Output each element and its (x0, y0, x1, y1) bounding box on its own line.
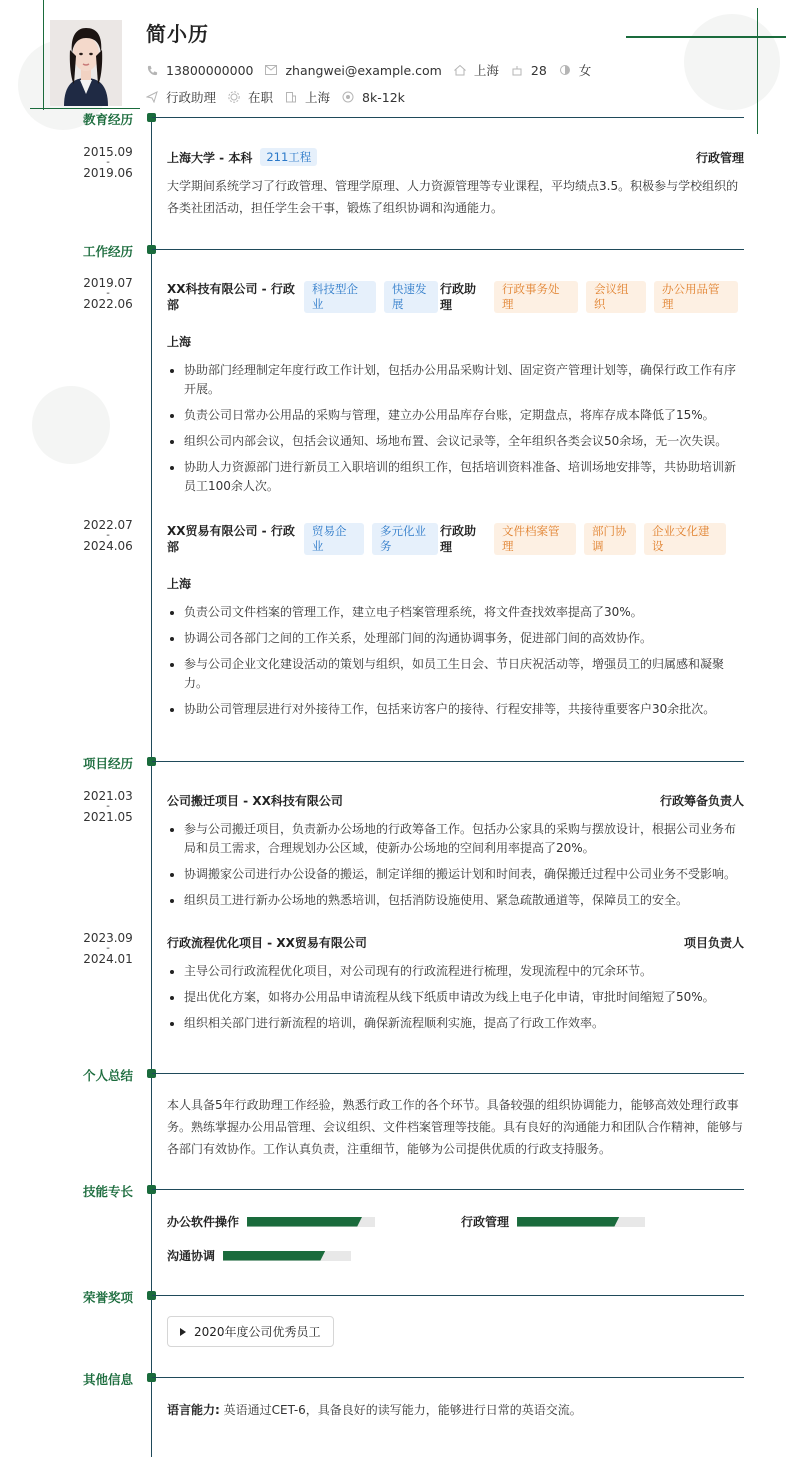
job1-header (167, 281, 744, 313)
age-text: 28 (530, 62, 547, 78)
proj1-start: 2021.03 (83, 789, 133, 803)
proj1-date (70, 789, 146, 825)
skill-name: 沟通协调 (167, 1249, 216, 1263)
skill-item (167, 1247, 351, 1264)
phone-icon (146, 64, 158, 76)
phone-item (146, 63, 253, 78)
email-text: zhangwei@example.com (285, 62, 442, 78)
other-label: 语言能力: (167, 1403, 220, 1417)
timeline-line (151, 118, 152, 1457)
cake-icon (511, 64, 523, 76)
age-item (511, 63, 547, 78)
job2-header (167, 523, 744, 555)
gender-text: 女 (578, 63, 592, 78)
status-icon (228, 91, 240, 103)
skill-item (167, 1213, 375, 1230)
edu-start: 2015.09 (83, 145, 133, 159)
proj2-start: 2023.09 (83, 931, 133, 945)
list-item: 组织公司内部会议，包括会议通知、场地布置、会议记录等，全年组织各类会议50余场，无一次失误。 (167, 432, 744, 451)
skill-item (461, 1213, 645, 1230)
play-icon (180, 1328, 186, 1336)
proj2-bullets (167, 962, 744, 1040)
job1-skill-tag: 行政事务处理 (494, 281, 578, 313)
proj2-header (167, 934, 744, 951)
date-dash: - (106, 530, 110, 541)
job2-tag: 多元化业务 (372, 523, 438, 555)
award-item (167, 1316, 334, 1347)
other-info (167, 1401, 582, 1418)
proj1-title: 公司搬迁项目 - XX科技有限公司 (167, 794, 343, 808)
list-item: 组织相关部门进行新流程的培训，确保新流程顺利实施，提高了行政工作效率。 (167, 1014, 744, 1033)
job1-tag: 快速发展 (384, 281, 438, 313)
work-city-text: 上海 (305, 90, 331, 105)
job2-position: 行政助理 (440, 524, 477, 554)
phone-text: 13800000000 (166, 62, 254, 78)
list-item: 主导公司行政流程优化项目，对公司现有的行政流程进行梳理，发现流程中的冗余环节。 (167, 962, 744, 981)
list-item: 协助公司管理层进行对外接待工作，包括来访客户的接待、行程安排等，共接待重要客户30余批次。 (167, 700, 744, 719)
deco-line (43, 0, 44, 110)
section-divider (152, 1377, 744, 1378)
job2-date (70, 518, 146, 554)
job1-city: 上海 (167, 335, 192, 349)
job1-position: 行政助理 (440, 282, 477, 312)
section-title-work: 工作经历 (83, 244, 134, 259)
proj2-role: 项目负责人 (683, 936, 744, 950)
position-item (146, 88, 216, 106)
edu-major: 行政管理 (695, 150, 744, 165)
edu-school: 上海大学 - 本科 (167, 150, 253, 165)
job2-end: 2024.06 (83, 539, 133, 553)
proj2-date (70, 931, 146, 967)
send-icon (146, 91, 158, 103)
job2-skill-tag: 部门协调 (584, 523, 636, 555)
job1-skill-tag: 会议组织 (586, 281, 646, 313)
list-item: 负责公司日常办公用品的采购与管理，建立办公用品库存台账，定期盘点，将库存成本降低了15%。 (167, 406, 744, 425)
deco-circle (32, 386, 110, 464)
gender-icon (559, 64, 571, 76)
section-divider (152, 1295, 744, 1296)
proj1-header (167, 792, 744, 809)
section-divider (152, 1189, 744, 1190)
candidate-name: 简小历 (146, 22, 209, 46)
skill-bar (247, 1217, 375, 1227)
edu-header (167, 148, 744, 166)
proj1-end: 2021.05 (83, 810, 133, 824)
email-item (265, 63, 441, 78)
job1-bullets (167, 361, 744, 503)
job1-start: 2019.07 (83, 276, 133, 290)
skill-name: 行政管理 (461, 1215, 510, 1229)
section-title-awards: 荣誉奖项 (83, 1290, 134, 1305)
avatar-photo (50, 20, 122, 106)
mail-icon (265, 64, 277, 76)
job1-company: XX科技有限公司 - 行政部 (167, 282, 295, 312)
list-item: 协调搬家公司进行办公设备的搬运，制定详细的搬运计划和时间表，确保搬迁过程中公司业务不受影响。 (167, 865, 744, 884)
work-city-item (285, 88, 330, 106)
deco-line (30, 108, 140, 109)
job2-skill-tag: 企业文化建设 (644, 523, 726, 555)
edu-end: 2019.06 (83, 166, 133, 180)
skill-name: 办公软件操作 (167, 1215, 240, 1229)
proj1-bullets (167, 820, 744, 917)
edu-tag: 211工程 (260, 148, 317, 166)
date-dash: - (106, 157, 110, 168)
job2-start: 2022.07 (83, 518, 133, 532)
contact-row (146, 61, 603, 79)
summary-text: 本人具备5年行政助理工作经验，熟悉行政工作的各个环节。具备较强的组织协调能力，能够高效处理行政事务。熟练掌握办公用品管理、会议组织、文件档案管理等技能。具有良好的沟通能力和团队合作精神，能够与各部门有效协作。工作认真负责，注重细节，能够为公司提供优质的行政支持服务。 (167, 1098, 744, 1156)
job2-tag: 贸易企业 (304, 523, 364, 555)
status-item (228, 88, 273, 106)
job1-skill-tag: 办公用品管理 (654, 281, 738, 313)
proj2-end: 2024.01 (83, 952, 133, 966)
gender-item (559, 61, 592, 79)
list-item: 协调公司各部门之间的工作关系，处理部门间的沟通协调事务，促进部门间的高效协作。 (167, 629, 744, 648)
deco-circle (684, 14, 780, 110)
skill-bar-fill (517, 1217, 619, 1227)
section-title-summary: 个人总结 (83, 1068, 134, 1083)
skill-bar-fill (223, 1251, 325, 1261)
section-title-project: 项目经历 (83, 756, 134, 771)
date-dash: - (106, 801, 110, 812)
section-title-skills: 技能专长 (83, 1184, 134, 1199)
position-text: 行政助理 (166, 90, 217, 105)
deco-line (757, 8, 758, 134)
section-title-other: 其他信息 (83, 1372, 134, 1387)
location-text: 上海 (473, 63, 499, 78)
job2-city: 上海 (167, 577, 192, 591)
job-intent-row (146, 88, 417, 106)
job2-company: XX贸易有限公司 - 行政部 (167, 524, 295, 554)
section-divider (152, 117, 744, 118)
home-icon (454, 64, 466, 76)
list-item: 提出优化方案，如将办公用品申请流程从线下纸质申请改为线上电子化申请，审批时间缩短了50%。 (167, 988, 744, 1007)
list-item: 负责公司文件档案的管理工作，建立电子档案管理系统，将文件查找效率提高了30%。 (167, 603, 744, 622)
list-item: 协助部门经理制定年度行政工作计划，包括办公用品采购计划、固定资产管理计划等，确保行政工作有序开展。 (167, 361, 744, 399)
salary-text: 8k-12k (362, 89, 405, 105)
section-divider (152, 249, 744, 250)
date-dash: - (106, 288, 110, 299)
building-icon (285, 91, 297, 103)
job1-end: 2022.06 (83, 297, 133, 311)
proj1-role: 行政筹备负责人 (659, 794, 744, 808)
job2-skill-tag: 文件档案管理 (494, 523, 576, 555)
date-dash: - (106, 943, 110, 954)
list-item: 参与公司搬迁项目，负责新办公场地的行政筹备工作。包括办公家具的采购与摆放设计，根据公司业务布局和员工需求，合理规划办公区域，使新办公场地的空间利用率提高了20%。 (167, 820, 744, 858)
list-item: 参与公司企业文化建设活动的策划与组织，如员工生日会、节日庆祝活动等，增强员工的归属感和凝聚力。 (167, 655, 744, 693)
skill-bar (223, 1251, 351, 1261)
skill-bar (517, 1217, 645, 1227)
list-item: 协助人力资源部门进行新员工入职培训的组织工作，包括培训资料准备、培训场地安排等，共协助培训新员工100余人次。 (167, 458, 744, 496)
salary-item (342, 90, 405, 105)
list-item: 组织员工进行新办公场地的熟悉培训，包括消防设施使用、紧急疏散通道等，保障员工的安全。 (167, 891, 744, 910)
job2-bullets (167, 603, 744, 726)
skill-bar-fill (247, 1217, 362, 1227)
award-text: 2020年度公司优秀员工 (194, 1325, 321, 1339)
job1-date (70, 276, 146, 312)
edu-description: 大学期间系统学习了行政管理、管理学原理、人力资源管理等专业课程，平均绩点3.5。积极参与学校组织的各类社团活动，担任学生会干事，锻炼了组织协调和沟通能力。 (167, 179, 739, 215)
section-title-education: 教育经历 (83, 112, 134, 127)
other-text: 英语通过CET-6，具备良好的读写能力，能够进行日常的英语交流。 (223, 1403, 582, 1417)
section-divider (152, 1073, 744, 1074)
salary-icon (342, 91, 354, 103)
location-item (454, 61, 499, 79)
edu-date (70, 145, 146, 181)
job1-tag: 科技型企业 (304, 281, 376, 313)
deco-line (626, 36, 786, 38)
section-divider (152, 761, 744, 762)
proj2-title: 行政流程优化项目 - XX贸易有限公司 (167, 936, 367, 950)
status-text: 在职 (248, 90, 274, 105)
